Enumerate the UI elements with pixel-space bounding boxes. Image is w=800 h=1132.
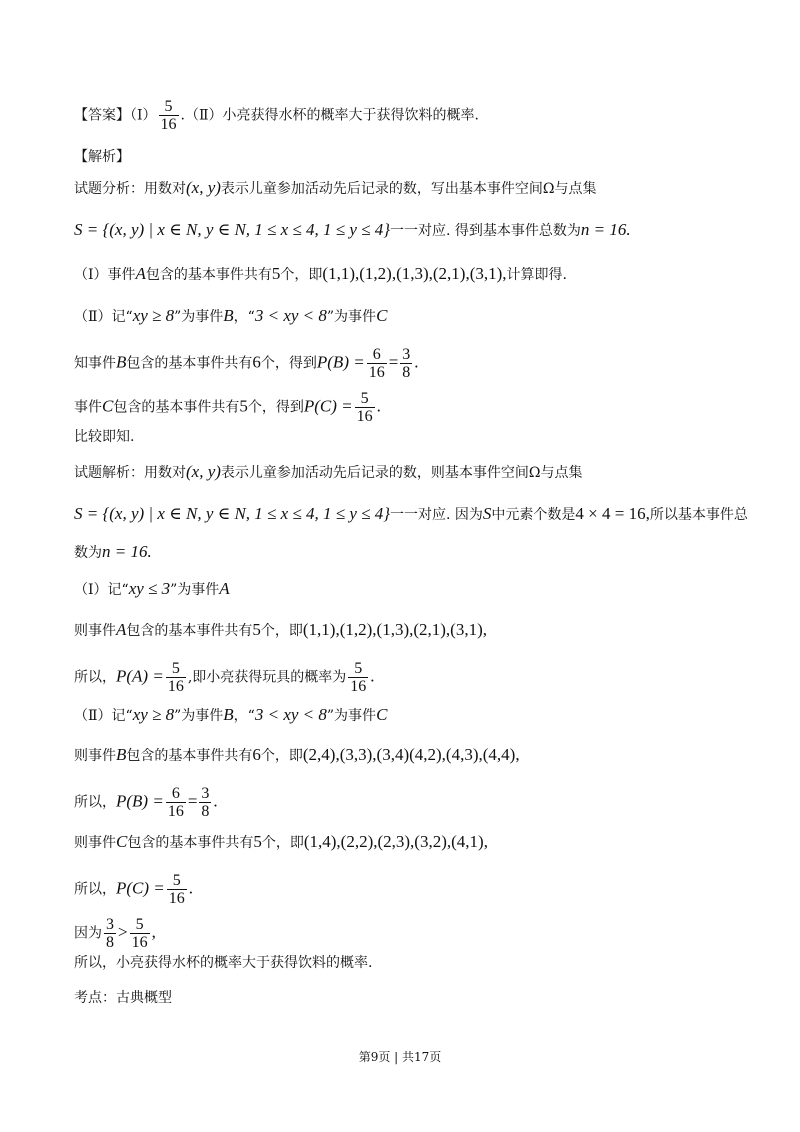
fraction: $\frac{5}{16}$ [167, 660, 184, 695]
fraction: $\frac{3}{8}$ [106, 916, 114, 951]
kaodian-line: 考点：古典概型 [74, 990, 172, 1006]
page-footer: 第9页 | 共17页 [358, 1050, 442, 1064]
solution-line-8: 则事件B包含的基本事件共有6个，即(2,4),(3,3),(3,4)(4,2),(4,3),(4,4), [74, 745, 520, 764]
fraction: $\frac{3}{8}$ [201, 785, 210, 820]
solution-line-13: 所以，小亮获得水杯的概率大于获得饮料的概率. [74, 955, 373, 971]
answer-line: 【答案】（Ⅰ） $\frac{5}{16}$ .（Ⅱ）小亮获得水杯的概率大于获得饮料的概率. [74, 98, 479, 133]
analysis-line-4: （Ⅱ）记“xy ≥ 8”为事件B，“3 < xy < 8”为事件C [74, 306, 388, 325]
solution-line-7: （Ⅱ）记“xy ≥ 8”为事件B，“3 < xy < 8”为事件C [74, 705, 388, 724]
fraction: $\frac{3}{8}$ [402, 346, 411, 381]
analysis-line-7: 比较即知. [74, 429, 135, 445]
fraction: $\frac{5}{16}$ [356, 390, 373, 425]
analysis-line-6: 事件C包含的基本事件共有5个，得到P(C) = $\frac{5}{16}$ . [74, 390, 381, 425]
fraction: $\frac{5}{16}$ [160, 98, 177, 133]
analysis-line-3: （Ⅰ）事件A包含的基本事件共有5个，即(1,1),(1,2),(1,3),(2,1),(3,1),计算即得. [74, 264, 567, 283]
fraction: $\frac{5}{16}$ [350, 660, 367, 695]
solution-line-5: 则事件A包含的基本事件共有5个，即(1,1),(1,2),(1,3),(2,1),(3,1), [74, 620, 488, 639]
analysis-line-5: 知事件B包含的基本事件共有6个，得到P(B) = $\frac{6}{16}$ = $\frac{3}{8}$ . [74, 346, 419, 381]
fraction: $\frac{6}{16}$ [368, 346, 385, 381]
solution-line-12: 因为 $\frac{3}{8}$ > $\frac{5}{16}$ , [74, 916, 156, 951]
fraction: $\frac{5}{16}$ [168, 872, 185, 907]
solution-line-10: 则事件C包含的基本事件共有5个，即(1,4),(2,2),(2,3),(3,2),(4,1), [74, 832, 488, 851]
solution-line-11: 所以，P(C) = $\frac{5}{16}$ . [74, 872, 194, 907]
solution-line-2: S = {(x, y) | x ∈ N, y ∈ N, 1 ≤ x ≤ 4, 1 ≤ y ≤ 4}一一对应. 因为S中元素个数是4 × 4 = 16,所以基本事件总 [74, 504, 748, 523]
solution-line-9: 所以，P(B) = $\frac{6}{16}$ = $\frac{3}{8}$ . [74, 785, 218, 820]
fraction: $\frac{5}{16}$ [131, 916, 148, 951]
solution-line-1: 试题解析：用数对(x, y)表示儿童参加活动先后记录的数，则基本事件空间Ω与点集 [74, 462, 583, 481]
solution-line-3: 数为n = 16. [74, 542, 152, 561]
solution-line-4: （Ⅰ）记“xy ≤ 3”为事件A [74, 579, 230, 598]
analysis-line-2: S = {(x, y) | x ∈ N, y ∈ N, 1 ≤ x ≤ 4, 1 ≤ y ≤ 4}一一对应. 得到基本事件总数为n = 16. [74, 220, 631, 239]
jiexi-heading: 【解析】 [74, 149, 130, 165]
analysis-line-1: 试题分析：用数对(x, y)表示儿童参加活动先后记录的数，写出基本事件空间Ω与点集 [74, 178, 597, 197]
fraction: $\frac{6}{16}$ [167, 785, 184, 820]
solution-line-6: 所以，P(A) = $\frac{5}{16}$ ,即小亮获得玩具的概率为 $\frac{5}{16}$ . [74, 660, 375, 695]
